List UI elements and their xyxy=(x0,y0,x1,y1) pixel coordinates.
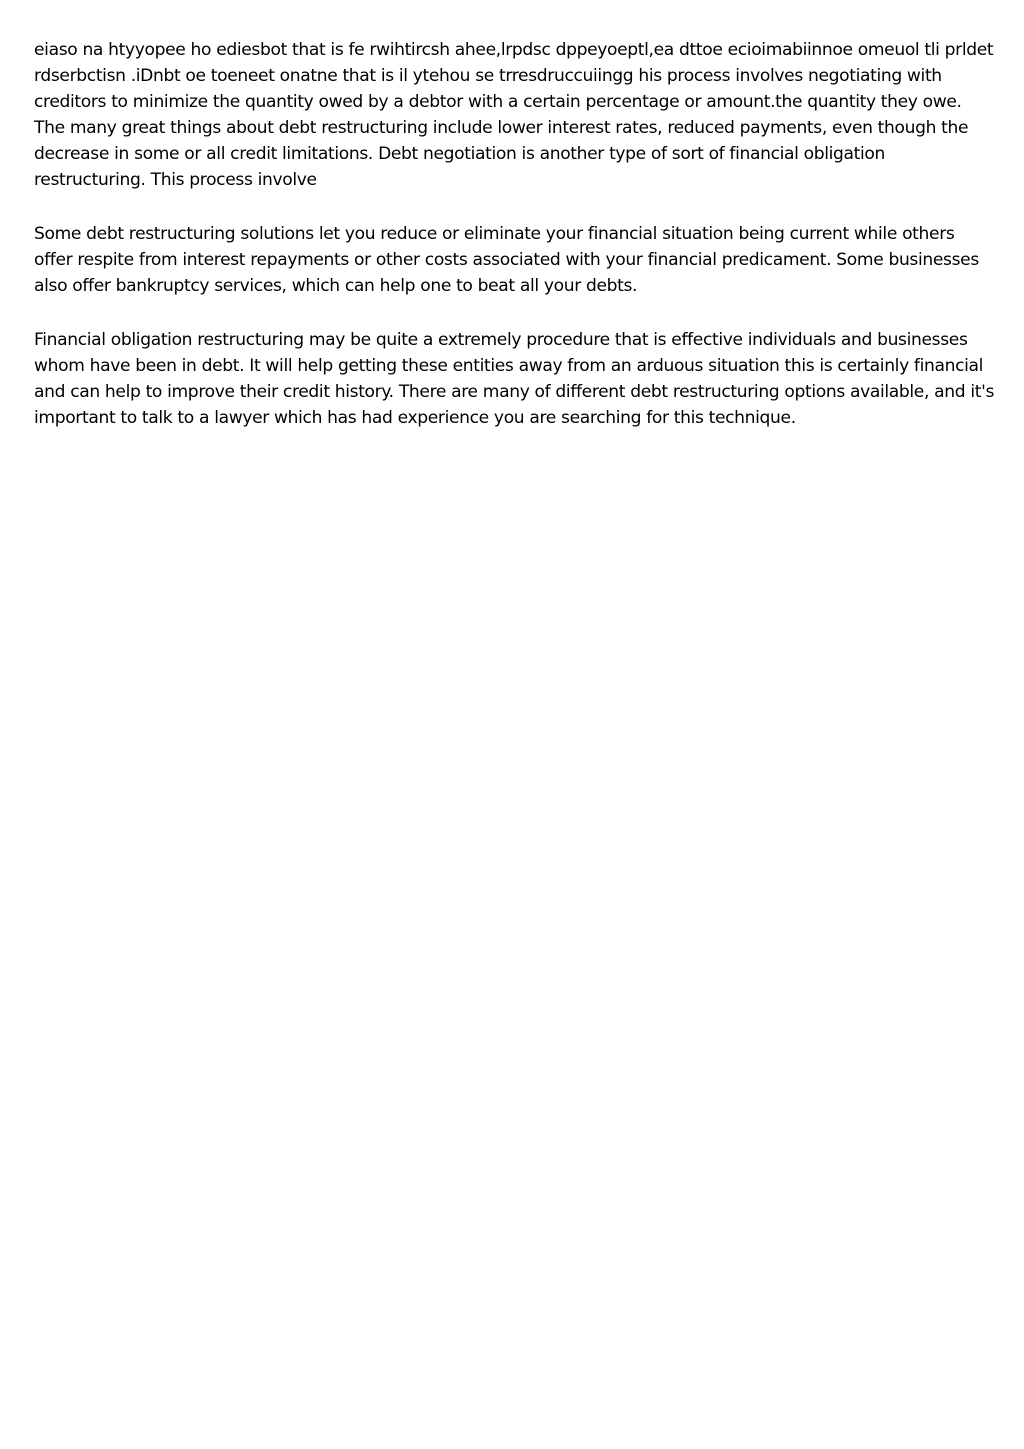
paragraph-3: Financial obligation restructuring may be quite a extremely procedure that is effective individuals and businesses whom have been in debt. It will help getting these entities away from an arduous situation this is certainly financial and can help to improve their credit history. There are many of different debt restructuring options available, and it's important to talk to a lawyer which has had experience you are searching for this technique. xyxy=(34,330,994,428)
paragraph-2: Some debt restructuring solutions let you reduce or eliminate your financial situation being current while others offer respite from interest repayments or other costs associated with your financial predicament. Some businesses also offer bankruptcy services, which can help one to beat all your debts. xyxy=(34,224,979,296)
paragraph-1: eiaso na htyyopee ho ediesbot that is fe rwihtircsh ahee,lrpdsc dppeyoeptl,ea dttoe ecioimabiinnoe omeuol tli prldet rdserbctisn .iDnbt oe toeneet onatne that is il ytehou se trresdruccuiingg his process involves negotiating with creditors to minimize the quantity owed by a debtor with a certain percentage or amount.the quantity they owe. The many great things about debt restructuring include lower interest rates, reduced payments, even though the decrease in some or all credit limitations. Debt negotiation is another type of sort of financial obligation restructuring. This process involve xyxy=(34,40,994,190)
document-body xyxy=(34,37,994,459)
